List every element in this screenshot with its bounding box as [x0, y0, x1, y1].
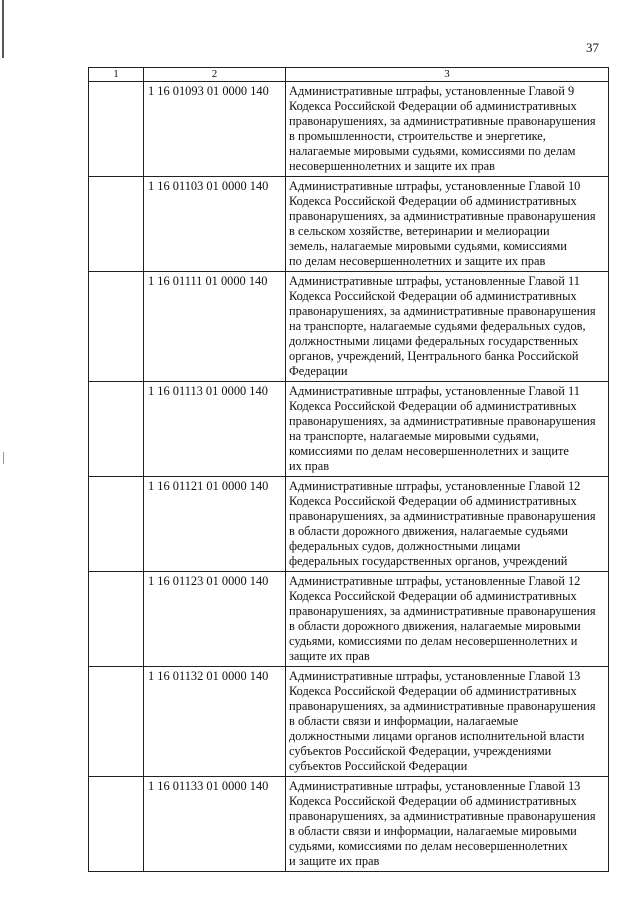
description-line: и защите их прав: [289, 854, 380, 868]
budget-code-cell: 1 16 01132 01 0000 140: [144, 667, 286, 777]
description-line: Кодекса Российской Федерации об административных: [289, 289, 577, 303]
description-line: правонарушениях, за административные правонарушения: [289, 809, 596, 823]
row-number-cell: [89, 177, 144, 272]
description-line: земель, налагаемые мировыми судьями, комиссиями: [289, 239, 567, 253]
row-number-cell: [89, 82, 144, 177]
budget-code-cell: 1 16 01123 01 0000 140: [144, 572, 286, 667]
description-line: Административные штрафы, установленные Главой 11: [289, 384, 580, 398]
description-line: их прав: [289, 459, 330, 473]
description-line: субъектов Российской Федерации: [289, 759, 468, 773]
description-line: Административные штрафы, установленные Главой 12: [289, 479, 581, 493]
description-line: несовершеннолетних и защите их прав: [289, 159, 496, 173]
description-line: Кодекса Российской Федерации об административных: [289, 794, 577, 808]
description-line: Административные штрафы, установленные Главой 11: [289, 274, 580, 288]
row-number-cell: [89, 477, 144, 572]
description-cell: [286, 572, 609, 667]
description-line: судьями, комиссиями по делам несовершеннолетних и: [289, 634, 578, 648]
description-cell: [286, 667, 609, 777]
description-line: на транспорте, налагаемые судьями федеральных судов,: [289, 319, 586, 333]
description-cell: [286, 82, 609, 177]
description-cell: [286, 272, 609, 382]
description-line: налагаемые мировыми судьями, комиссиями по делам: [289, 144, 576, 158]
description-line: в области связи и информации, налагаемые: [289, 714, 519, 728]
description-line: правонарушениях, за административные правонарушения: [289, 699, 596, 713]
description-line: Административные штрафы, установленные Главой 12: [289, 574, 581, 588]
table-row: [89, 82, 609, 177]
column-header-3: 3: [286, 68, 609, 82]
column-header-1: 1: [89, 68, 144, 82]
scan-edge-mark: [3, 452, 4, 464]
description-cell: [286, 477, 609, 572]
description-line: Кодекса Российской Федерации об административных: [289, 684, 577, 698]
description-line: правонарушениях, за административные правонарушения: [289, 304, 596, 318]
description-line: по делам несовершеннолетних и защите их прав: [289, 254, 546, 268]
description-line: субъектов Российской Федерации, учреждениями: [289, 744, 552, 758]
budget-code-cell: 1 16 01103 01 0000 140: [144, 177, 286, 272]
table-row: [89, 572, 609, 667]
description-line: Кодекса Российской Федерации об административных: [289, 589, 577, 603]
budget-code-cell: 1 16 01121 01 0000 140: [144, 477, 286, 572]
description-line: защите их прав: [289, 649, 370, 663]
table-row: [89, 777, 609, 872]
budget-code-cell: 1 16 01133 01 0000 140: [144, 777, 286, 872]
description-line: должностными лицами органов исполнительной власти: [289, 729, 585, 743]
description-line: правонарушениях, за административные правонарушения: [289, 509, 596, 523]
description-cell: [286, 777, 609, 872]
row-number-cell: [89, 272, 144, 382]
description-line: судьями, комиссиями по делам несовершеннолетних: [289, 839, 568, 853]
column-header-2: 2: [144, 68, 286, 82]
description-line: Административные штрафы, установленные Главой 13: [289, 669, 581, 683]
description-line: правонарушениях, за административные правонарушения: [289, 414, 596, 428]
description-line: комиссиями по делам несовершеннолетних и защите: [289, 444, 569, 458]
description-line: Кодекса Российской Федерации об административных: [289, 99, 577, 113]
scan-edge-mark: [2, 0, 4, 58]
table-row: [89, 272, 609, 382]
table-row: [89, 477, 609, 572]
description-line: правонарушениях, за административные правонарушения: [289, 114, 596, 128]
table-row: [89, 177, 609, 272]
description-line: в области связи и информации, налагаемые мировыми: [289, 824, 577, 838]
table-body: [89, 82, 609, 872]
budget-code-cell: 1 16 01093 01 0000 140: [144, 82, 286, 177]
page-number: 37: [586, 40, 599, 55]
description-line: Федерации: [289, 364, 348, 378]
description-line: федеральных государственных органов, учреждений: [289, 554, 568, 568]
description-line: в области дорожного движения, налагаемые мировыми: [289, 619, 581, 633]
table-header-row: [89, 68, 609, 82]
table-row: [89, 382, 609, 477]
description-line: Кодекса Российской Федерации об административных: [289, 399, 577, 413]
description-line: в промышленности, строительстве и энергетике,: [289, 129, 546, 143]
description-line: Административные штрафы, установленные Главой 13: [289, 779, 581, 793]
description-line: Кодекса Российской Федерации об административных: [289, 494, 577, 508]
description-line: в сельском хозяйстве, ветеринарии и мелиорации: [289, 224, 550, 238]
row-number-cell: [89, 667, 144, 777]
description-line: в области дорожного движения, налагаемые судьями: [289, 524, 568, 538]
description-cell: [286, 177, 609, 272]
fines-table: [88, 67, 609, 872]
description-line: федеральных судов, должностными лицами: [289, 539, 521, 553]
row-number-cell: [89, 777, 144, 872]
description-cell: [286, 382, 609, 477]
table-row: [89, 667, 609, 777]
row-number-cell: [89, 382, 144, 477]
description-line: Административные штрафы, установленные Главой 9: [289, 84, 575, 98]
description-line: должностными лицами федеральных государственных: [289, 334, 579, 348]
row-number-cell: [89, 572, 144, 667]
description-line: на транспорте, налагаемые мировыми судьями,: [289, 429, 539, 443]
budget-code-cell: 1 16 01111 01 0000 140: [144, 272, 286, 382]
description-line: правонарушениях, за административные правонарушения: [289, 604, 596, 618]
description-line: Административные штрафы, установленные Главой 10: [289, 179, 581, 193]
description-line: органов, учреждений, Центрального банка Российской: [289, 349, 579, 363]
description-line: правонарушениях, за административные правонарушения: [289, 209, 596, 223]
description-line: Кодекса Российской Федерации об административных: [289, 194, 577, 208]
budget-code-cell: 1 16 01113 01 0000 140: [144, 382, 286, 477]
